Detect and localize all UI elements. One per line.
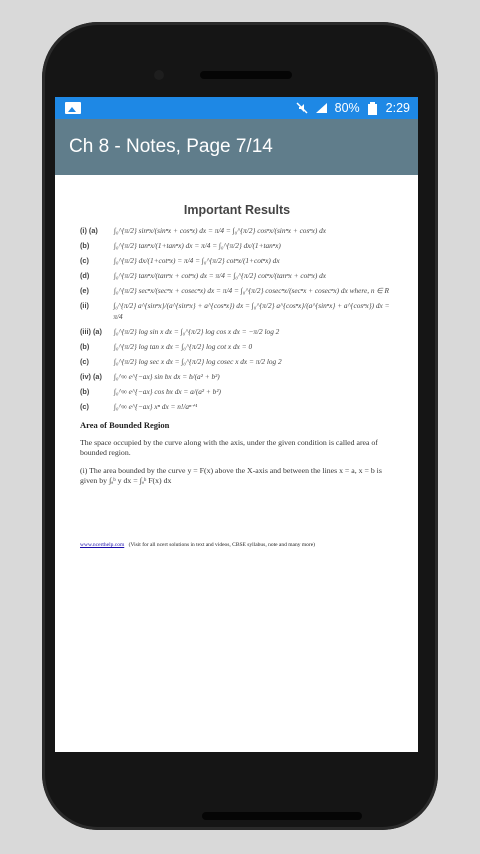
formula-label: (i) (a) (80, 226, 98, 235)
formula-row (80, 300, 394, 322)
formula-label: (c) (80, 402, 89, 411)
screen (55, 97, 418, 752)
battery-percent: 80% (334, 101, 360, 115)
formula-row (80, 356, 394, 367)
mute-icon (295, 101, 309, 115)
formula-text: ∫₀^{π/2} dx/(1+cotⁿx) = π/4 = ∫₀^{π/2} cotⁿx/(1+cotⁿx) dx (114, 256, 280, 265)
formula-text: ∫₀^∞ e^{−ax} sin bx dx = b/(a² + b²) (114, 372, 220, 381)
formula-row (80, 326, 394, 337)
status-bar (55, 97, 418, 119)
formula-label: (c) (80, 256, 89, 265)
page-footer (80, 542, 394, 548)
formula-text: ∫₀^{π/2} tanⁿx/(1+tanⁿx) dx = π/4 = ∫₀^{π/2} dx/(1+tanⁿx) (114, 241, 281, 250)
formula-text: ∫₀^{π/2} a^{sinⁿx}/(a^{sinⁿx} + a^{cosⁿx}) dx = ∫₀^{π/2} a^{cosⁿx}/(a^{sinⁿx} + a^{cosⁿx}) dx = π/4 (113, 301, 390, 321)
footer-text: (Visit for all ncert solutions in text and videos, CBSE syllabus, note and many more) (128, 542, 315, 548)
footer-link[interactable]: www.ncerthelp.com (80, 542, 125, 548)
formula-row (80, 270, 394, 281)
formula-text: ∫₀^{π/2} log sec x dx = ∫₀^{π/2} log cosec x dx = π/2 log 2 (114, 357, 282, 366)
formula-row (80, 341, 394, 352)
section-title: Area of Bounded Region (80, 420, 170, 430)
formula-text: ∫₀^{π/2} tanⁿx/(tanⁿx + cotⁿx) dx = π/4 = ∫₀^{π/2} cotⁿx/(tanⁿx + cotⁿx) dx (114, 271, 326, 280)
front-camera (154, 70, 164, 80)
formula-row (80, 386, 394, 397)
formula-list (80, 225, 394, 412)
formula-text: ∫₀^{π/2} log tan x dx = ∫₀^{π/2} log cot x dx = 0 (114, 342, 253, 351)
formula-row (80, 255, 394, 266)
formula-label: (e) (80, 286, 89, 295)
paragraph: (i) The area bounded by the curve y = F(x) above the X-axis and between the lines x = a, x = b is given by ∫ₐᵇ y dx = ∫ₐᵇ F(x) dx (80, 466, 382, 485)
formula-row (80, 401, 394, 412)
formula-label: (b) (80, 387, 90, 396)
battery-icon (366, 101, 380, 115)
bottom-speaker (202, 812, 362, 820)
formula-row (80, 371, 394, 382)
formula-label: (ii) (80, 301, 89, 310)
formula-label: (d) (80, 271, 90, 280)
signal-icon (315, 101, 329, 115)
formula-label: (c) (80, 357, 89, 366)
document-page[interactable] (68, 193, 406, 727)
formula-text: ∫₀^{π/2} log sin x dx = ∫₀^{π/2} log cos x dx = −π/2 log 2 (114, 327, 280, 336)
formula-row (80, 285, 394, 296)
formula-label: (b) (80, 342, 90, 351)
image-icon (65, 102, 81, 114)
paragraph: The space occupied by the curve along with the axis, under the given condition is called area of bounded region. (80, 438, 378, 457)
formula-row (80, 225, 394, 236)
formula-label: (iv) (a) (80, 372, 102, 381)
earpiece-speaker (200, 71, 292, 79)
page-title: Ch 8 - Notes, Page 7/14 (69, 136, 273, 157)
formula-text: ∫₀^{π/2} sinⁿx/(sinⁿx + cosⁿx) dx = π/4 = ∫₀^{π/2} cosⁿx/(sinⁿx + cosⁿx) dx (114, 226, 326, 235)
app-toolbar (55, 119, 418, 175)
formula-text: ∫₀^∞ e^{−ax} xⁿ dx = n!/aⁿ⁺¹ (114, 402, 198, 411)
formula-text: ∫₀^{π/2} secⁿx/(secⁿx + cosecⁿx) dx = π/4 = ∫₀^{π/2} cosecⁿx/(secⁿx + cosecⁿx) dx where, n ∈ R (114, 286, 389, 295)
formula-text: ∫₀^∞ e^{−ax} cos bx dx = a/(a² + b²) (114, 387, 221, 396)
formula-label: (b) (80, 241, 90, 250)
clock: 2:29 (385, 101, 410, 115)
formula-row (80, 240, 394, 251)
formula-label: (iii) (a) (80, 327, 102, 336)
document-title: Important Results (183, 203, 291, 217)
